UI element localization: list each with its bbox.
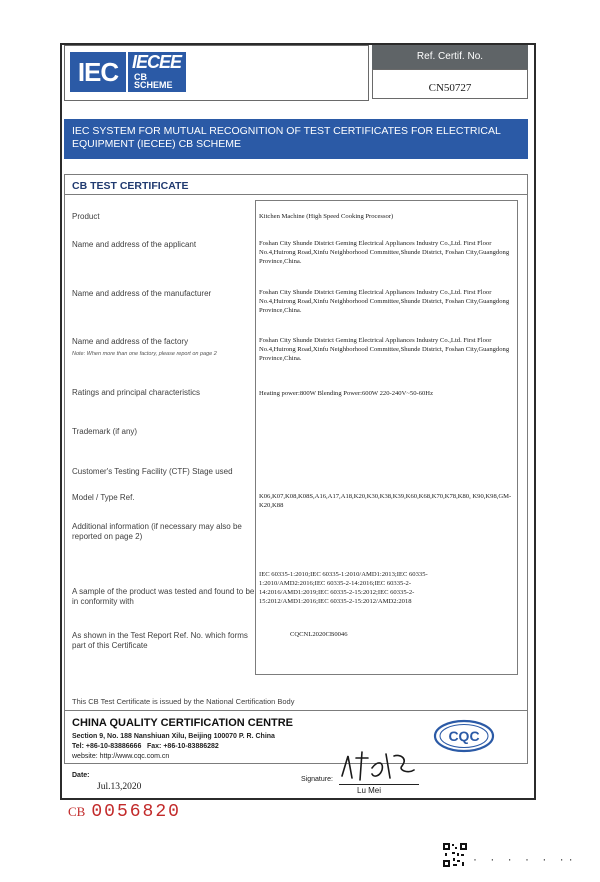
field-label-conformity: A sample of the product was tested and found to be in conformity with [72, 587, 255, 606]
title-divider [64, 194, 528, 195]
serial-number [68, 802, 181, 822]
issuer-tel: Tel: +86-10-83886666 [72, 743, 142, 750]
field-value-standards: IEC 60335-1:2010;IEC 60335-1:2010/AMD1:2013;IEC 60335-1:2010/AMD2:2016;IEC 60335-2-14:2016;IEC 60335-2-14:2016/AMD1:2019;IEC 60335-2-15:2012;IEC 60335-2-15:2012/AMD1:2016;IEC 60335-2-15:2012/AMD2:2018 [259, 571, 428, 605]
field-label-test-report: As shown in the Test Report Ref. No. which forms part of this Certificate [72, 631, 248, 650]
signature-label: Signature: [301, 776, 333, 783]
field-value-test-report: CQCNL2020CB0046 [290, 631, 348, 638]
ref-certif-label: Ref. Certif. No. [372, 45, 528, 69]
scheme-banner: IEC SYSTEM FOR MUTUAL RECOGNITION OF TEST CERTIFICATES FOR ELECTRICAL EQUIPMENT (IECEE) CB SCHEME [64, 119, 528, 159]
issuer-name: CHINA QUALITY CERTIFICATION CENTRE [72, 717, 294, 729]
issued-by-text: This CB Test Certificate is issued by the National Certification Body [72, 697, 295, 706]
field-value-model: K06,K07,K08,K08S,A16,A17,A18,K20,K30,K38,K39,K60,K68,K70,K78,K80, K90,K98,GM-K20,K88 [259, 493, 512, 509]
trailing-dots: · · · · · ·· [473, 852, 578, 866]
factory-note: Note: When more than one factory, please report on page 2 [72, 351, 217, 357]
field-label-manufacturer: Name and address of the manufacturer [72, 289, 212, 298]
field-value-product: Kitchen Machine (High Speed Cooking Processor) [259, 213, 394, 220]
cqc-logo-icon [433, 719, 495, 753]
issuer-address: Section 9, No. 188 Nanshiuan Xilu, Beijing 100070 P. R. China [72, 733, 275, 740]
serial-prefix: CB [68, 804, 86, 819]
field-label-applicant: Name and address of the applicant [72, 240, 197, 249]
field-value-ratings: Heating power:800W Blending Power:600W 220-240V~50-60Hz [259, 390, 434, 397]
field-label-factory: Name and address of the factory [72, 337, 189, 346]
date-label: Date: [72, 772, 90, 779]
serial-digits: 0056820 [91, 802, 181, 822]
issuer-website: website: http://www.cqc.com.cn [72, 753, 170, 760]
cb-scheme-logo-text: CB SCHEME [134, 72, 173, 90]
qr-code-icon [442, 842, 468, 868]
date-value: Jul.13,2020 [97, 782, 142, 792]
field-label-ctf-stage: Customer's Testing Facility (CTF) Stage used [72, 467, 233, 476]
ref-certif-value: CN50727 [372, 69, 528, 99]
iecee-cb-scheme-logo [128, 52, 186, 92]
handwritten-signature-icon [338, 748, 418, 784]
cqc-logo-text: CQC [448, 728, 480, 744]
field-label-model: Model / Type Ref. [72, 493, 135, 502]
signature-line [339, 784, 419, 785]
issuer-fax: Fax: +86-10-83886282 [147, 743, 219, 750]
field-label-additional-info: Additional information (if necessary may also be reported on page 2) [72, 522, 242, 541]
field-label-product: Product [72, 212, 100, 221]
field-value-manufacturer: Foshan City Shunde District Geming Electrical Appliances Industry Co.,Ltd. First Floor No.4,Huirong Road,Xinfu Neighborhood Committee,Shunde District, Foshan City,Guangdong Province,China. [259, 289, 510, 314]
iec-logo: IEC [70, 52, 126, 92]
certificate-title: CB TEST CERTIFICATE [72, 180, 189, 192]
field-value-applicant: Foshan City Shunde District Geming Electrical Appliances Industry Co.,Ltd. First Floor No.4,Huirong Road,Xinfu Neighborhood Committee,Shunde District, Foshan City,Guangdong Province,China. [259, 240, 510, 265]
field-label-ratings: Ratings and principal characteristics [72, 388, 201, 397]
iecee-logo-text: IECEE [132, 52, 182, 72]
field-value-factory: Foshan City Shunde District Geming Electrical Appliances Industry Co.,Ltd. First Floor No.4,Huirong Road,Xinfu Neighborhood Committee,Shunde District, Foshan City,Guangdong Province,China. [259, 337, 510, 362]
issuer-divider [64, 710, 528, 711]
signature-name: Lu Mei [357, 786, 382, 795]
field-label-trademark: Trademark (if any) [72, 427, 138, 436]
